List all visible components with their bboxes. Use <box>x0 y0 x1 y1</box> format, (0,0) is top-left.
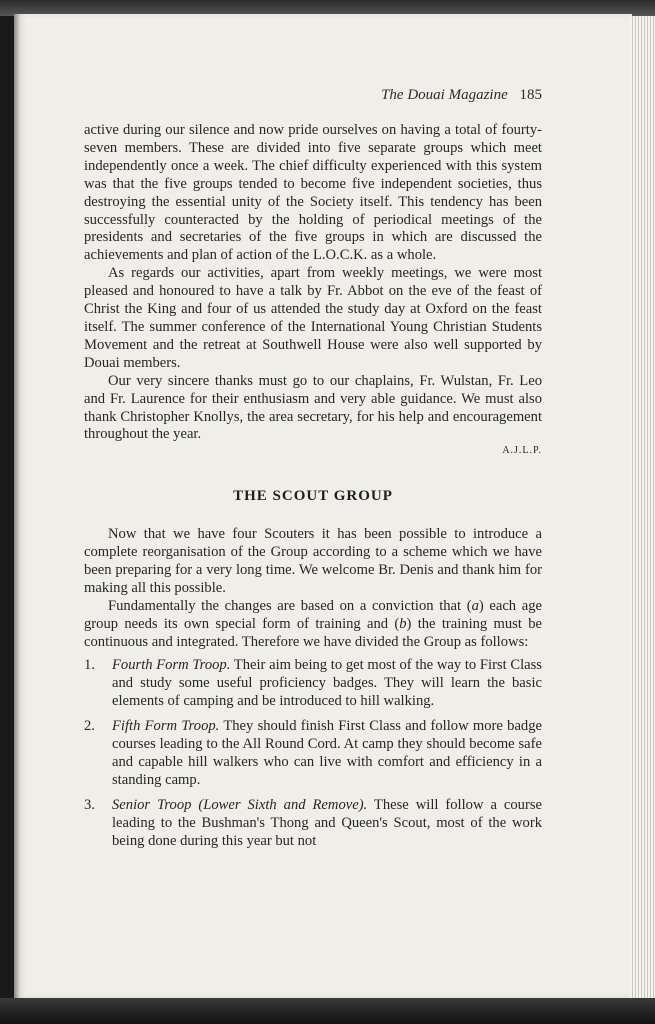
list-number: 1. <box>84 657 95 674</box>
list-item-text: These will follow a course leading to the Bushman's Thong and Queen's Scout, most of the work being done during this year but not <box>112 796 542 849</box>
gutter-shadow <box>14 14 20 998</box>
author-initials: A.J.L.P. <box>502 445 542 457</box>
book-bottom-edge <box>0 998 655 1024</box>
list-item-text: They should finish First Class and follow more badge courses leading to the All Round Cord. At camp they should become safe and capable hill walkers who can live with comfort and efficiency in a standing camp. <box>112 718 542 788</box>
list-item <box>84 718 542 790</box>
running-header <box>84 87 542 104</box>
paragraph-reorganisation: Now that we have four Scouters it has been possible to introduce a complete reorganisation of the Group according to a scheme which we have been preparing for a very long time. We welcome Br. Denis and thank him for making all this possible. <box>84 526 542 596</box>
paragraph-activities: As regards our activities, apart from weekly meetings, we were most pleased and honoured to have a talk by Fr. Abbot on the eve of the feast of Christ the King and four of us attended the study day at Oxford on the feast itself. The summer conference of the International Young Christian Students Movement and the retreat at Southwell House were also well supported by Douai members. <box>84 265 542 371</box>
list-number: 2. <box>84 718 95 735</box>
page-body <box>84 122 542 858</box>
fundamentals-text-1: Fundamentally the changes are based on a conviction that ( <box>108 597 472 614</box>
list-item-text: Their aim being to get most of the way to First Class and study some useful proficiency badges. They will learn the basic elements of camping and be introduced to hill walking. <box>112 657 542 710</box>
list-item <box>84 797 542 851</box>
troop-list <box>84 657 542 850</box>
section-heading: THE SCOUT GROUP <box>233 488 393 505</box>
page-edges <box>630 16 655 998</box>
paragraph-thanks: Our very sincere thanks must go to our chaplains, Fr. Wulstan, Fr. Leo and Fr. Laurence for their enthusiasm and very able guidance. We must also thank Christopher Knollys, the area secretary, for his help and encouragement throughout the year. <box>84 372 542 443</box>
fundamentals-text-3: ) the training must be continuous and integrated. Therefore we have divided the Group as follows: <box>84 615 542 650</box>
list-item-title: Fifth Form Troop. <box>112 718 220 735</box>
paragraph-fundamentals <box>84 598 542 652</box>
paragraph-members: active during our silence and now pride ourselves on having a total of fourty-seven members. These are divided into five separate groups which meet independently once a week. The chief difficulty experienced with this system was that the five groups tended to become five independent societies, thus destroying the essential unity of the Society itself. This tendency has been successfully counteracted by the holding of periodical meetings of the presidents and secretaries of the five groups in which are discussed the achievements and plan of action of the L.O.C.K. as a whole. <box>84 122 542 264</box>
magazine-title: The Douai Magazine <box>381 87 508 103</box>
list-item <box>84 657 542 711</box>
list-item-title: Senior Troop (Lower Sixth and Remove). <box>112 796 368 813</box>
marker-b: b <box>399 615 407 632</box>
fundamentals-text-2: ) each age group needs its own special form of training and ( <box>84 597 542 632</box>
list-number: 3. <box>84 796 95 813</box>
marker-a: a <box>471 597 479 614</box>
page-number: 185 <box>519 87 542 103</box>
list-item-title: Fourth Form Troop. <box>112 657 231 674</box>
